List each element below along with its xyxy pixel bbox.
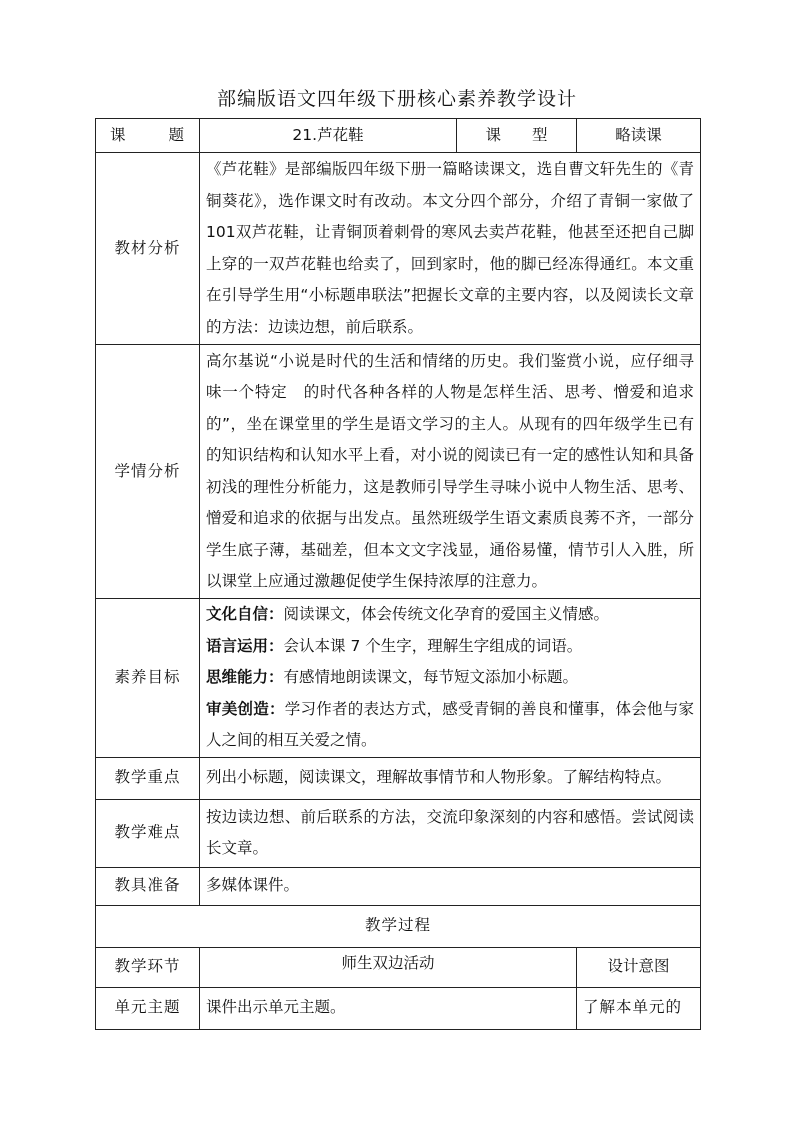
unit-label: 单元主题	[96, 987, 200, 1029]
type-value: 略读课	[577, 119, 701, 153]
process-heading-row	[96, 905, 701, 947]
goal-key: 思维能力：	[206, 668, 284, 686]
goals-row	[96, 599, 701, 758]
difficulty-text: 按边读边想、前后联系的方法，交流印象深刻的内容和感悟。尝试阅读长文章。	[200, 799, 701, 867]
unit-activity: 课件出示单元主题。	[200, 987, 577, 1029]
unit-intent: 了解本单元的	[577, 987, 701, 1029]
student-row	[96, 345, 701, 599]
process-table	[95, 947, 701, 1030]
activity-label: 师生双边活动	[200, 947, 577, 987]
tools-row	[96, 867, 701, 905]
material-text: 《芦花鞋》是部编版四年级下册一篇略读课文，选自曹文轩先生的《青铜葵花》，选作课文时有改动。本文分四个部分，介绍了青铜一家做了101双芦花鞋，让青铜顶着刺骨的寒风去卖芦花鞋，他甚至还把自己脚上穿的一双芦花鞋也给卖了，回到家时，他的脚已经冻得通红。本文重在引导学生用“小标题串联法”把握长文章的主要内容，以及阅读长文章的方法：边读边想，前后联系。	[200, 153, 701, 345]
key-text: 列出小标题，阅读课文，理解故事情节和人物形象。了解结构特点。	[200, 757, 701, 799]
tools-label: 教具准备	[96, 867, 200, 905]
unit-row	[96, 987, 701, 1029]
material-label: 教材分析	[96, 153, 200, 345]
difficulty-row	[96, 799, 701, 867]
material-row	[96, 153, 701, 345]
intent-label: 设计意图	[577, 947, 701, 987]
topic-value: 21.芦花鞋	[200, 119, 457, 153]
goal-text: 阅读课文，体会传统文化孕育的爱国主义情感。	[283, 605, 610, 623]
header-row	[96, 119, 701, 153]
process-heading: 教学过程	[96, 905, 701, 947]
goal-key: 语言运用：	[206, 636, 284, 655]
goal-text: 有感情地朗读课文，每节短文添加小标题。	[283, 668, 579, 686]
goal-text: 学习作者的表达方式，感受青铜的善良和懂事，体会他与家人之间的相互关爱之情。	[206, 699, 694, 749]
goal-item	[206, 694, 694, 757]
goal-item	[206, 662, 694, 694]
student-text: 高尔基说“小说是时代的生活和情绪的历史。我们鉴赏小说，应仔细寻味一个特定 的时代各种各样的人物是怎样生活、思考、憎爱和追求的”，坐在课堂里的学生是语文学习的主人。从现有的四年级学生已有的知识结构和认知水平上看，对小说的阅读已有一定的感性认知和具备初浅的理性分析能力，这是教师引导学生寻味小说中人物生活、思考、憎爱和追求的依据与出发点。虽然班级学生语文素质良莠不齐，一部分学生底子薄，基础差，但本文文字浅显，通俗易懂，情节引人入胜，所以课堂上应通过激趣促使学生保持浓厚的注意力。	[200, 345, 701, 599]
goal-text: 会认本课 7 个生字，理解生字组成的词语。	[283, 636, 583, 655]
type-label: 课 型	[457, 119, 577, 153]
key-label: 教学重点	[96, 757, 200, 799]
topic-label: 课 题	[96, 119, 200, 153]
goal-item	[206, 599, 694, 631]
process-header-row	[96, 947, 701, 987]
goal-key: 审美创造：	[206, 699, 285, 718]
goals-label: 素养目标	[96, 599, 200, 758]
goals-cell	[200, 599, 701, 758]
goal-key: 文化自信：	[206, 605, 284, 623]
document-title: 部编版语文四年级下册核心素养教学设计	[216, 88, 577, 110]
tools-text: 多媒体课件。	[200, 867, 701, 905]
student-label: 学情分析	[96, 345, 200, 599]
step-label: 教学环节	[96, 947, 200, 987]
lesson-plan-table	[95, 118, 701, 948]
goal-item	[206, 631, 694, 663]
key-row	[96, 757, 701, 799]
difficulty-label: 教学难点	[96, 799, 200, 867]
